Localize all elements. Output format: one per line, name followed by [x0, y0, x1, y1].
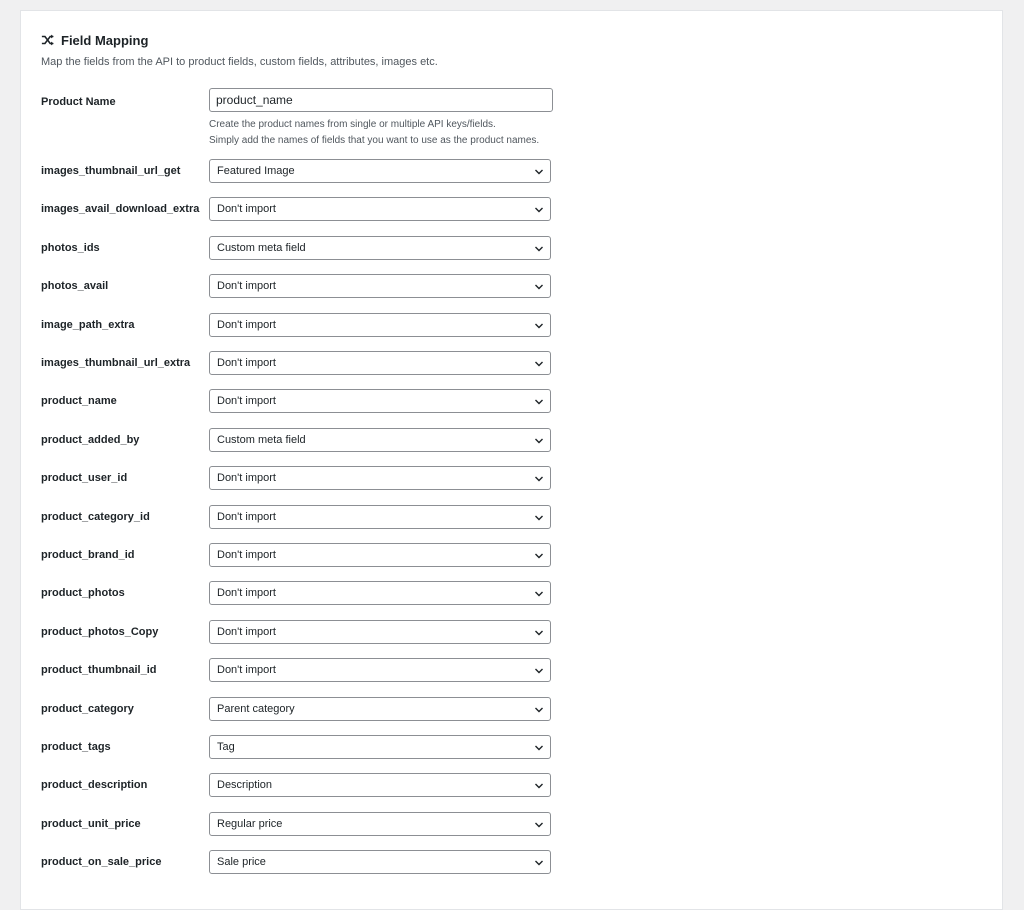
- section-header: [41, 31, 438, 68]
- mapping-row: [41, 159, 561, 183]
- mapping-row: [41, 773, 561, 797]
- mapping-select[interactable]: [209, 351, 551, 375]
- mapping-select[interactable]: [209, 236, 551, 260]
- chevron-down-icon: [534, 513, 544, 523]
- mapping-select-value: Don't import: [217, 318, 276, 331]
- mapping-select[interactable]: [209, 313, 551, 337]
- help-line: Simply add the names of fields that you want to use as the product names.: [209, 135, 540, 146]
- chevron-down-icon: [534, 282, 544, 292]
- mapping-select-value: Featured Image: [217, 165, 295, 177]
- mapping-field-label: photos_ids: [41, 241, 100, 254]
- mapping-field-label: product_thumbnail_id: [41, 664, 157, 677]
- mapping-select-value: Custom meta field: [217, 433, 306, 446]
- mapping-select[interactable]: [209, 620, 551, 644]
- mapping-select[interactable]: [209, 428, 551, 452]
- chevron-down-icon: [534, 589, 544, 599]
- mapping-select[interactable]: [209, 505, 551, 529]
- mapping-field-label: images_thumbnail_url_get: [41, 165, 181, 177]
- mapping-field-label: product_name: [41, 395, 117, 408]
- title-row: [41, 31, 438, 49]
- mapping-select[interactable]: [209, 581, 551, 605]
- chevron-down-icon: [534, 743, 544, 753]
- mapping-select-value: Don't import: [217, 510, 276, 523]
- mapping-select[interactable]: [209, 812, 551, 836]
- field-mapping-panel: [20, 10, 1003, 910]
- mapping-field-label: product_brand_id: [41, 549, 135, 561]
- mapping-select-value: Description: [217, 779, 273, 792]
- mapping-field-label: photos_avail: [41, 280, 109, 293]
- mapping-row: [41, 428, 561, 452]
- mapping-field-label: product_on_sale_price: [41, 856, 162, 869]
- chevron-down-icon: [534, 628, 544, 638]
- mapping-select[interactable]: [209, 159, 551, 183]
- mapping-select[interactable]: [209, 466, 551, 490]
- chevron-down-icon: [534, 705, 544, 715]
- mapping-row: [41, 581, 561, 605]
- chevron-down-icon: [534, 359, 544, 369]
- mapping-select-value: Don't import: [217, 203, 276, 216]
- chevron-down-icon: [534, 781, 544, 791]
- chevron-down-icon: [534, 474, 544, 484]
- mapping-select[interactable]: [209, 658, 551, 682]
- mapping-field-label: product_category: [41, 702, 134, 715]
- mapping-select-value: Don't import: [217, 664, 276, 677]
- mapping-select[interactable]: [209, 543, 551, 567]
- chevron-down-icon: [534, 666, 544, 676]
- shuffle-icon: [41, 33, 55, 47]
- mapping-row: [41, 850, 561, 874]
- mapping-field-label: product_tags: [41, 741, 111, 753]
- section-description: Map the fields from the API to product fields, custom fields, attributes, images etc.: [41, 56, 438, 68]
- mapping-field-label: image_path_extra: [41, 318, 135, 331]
- mapping-select-value: Don't import: [217, 625, 276, 638]
- mapping-field-label: product_user_id: [41, 472, 128, 485]
- mapping-field-label: product_photos_Copy: [41, 625, 159, 638]
- mapping-select-value: Parent category: [217, 702, 295, 715]
- mapping-row: [41, 389, 561, 413]
- mapping-row: [41, 697, 561, 721]
- mapping-select-value: Custom meta field: [217, 241, 306, 254]
- product-name-input[interactable]: [209, 88, 553, 112]
- mapping-select[interactable]: [209, 850, 551, 874]
- chevron-down-icon: [534, 205, 544, 215]
- mapping-select-value: Don't import: [217, 357, 276, 369]
- mapping-row: [41, 466, 561, 490]
- mapping-field-label: product_description: [41, 779, 148, 792]
- mapping-field-label: images_thumbnail_url_extra: [41, 357, 191, 369]
- chevron-down-icon: [534, 436, 544, 446]
- help-line: Create the product names from single or multiple API keys/fields.: [209, 119, 496, 130]
- mapping-field-label: images_avail_download_extra: [41, 203, 200, 216]
- chevron-down-icon: [534, 858, 544, 868]
- chevron-down-icon: [534, 167, 544, 177]
- mapping-select[interactable]: [209, 389, 551, 413]
- mapping-select-value: Don't import: [217, 587, 276, 600]
- mapping-select-value: Tag: [217, 741, 235, 753]
- mapping-select-value: Don't import: [217, 472, 276, 485]
- chevron-down-icon: [534, 820, 544, 830]
- mapping-row: [41, 313, 561, 337]
- chevron-down-icon: [534, 397, 544, 407]
- mapping-field-label: product_unit_price: [41, 817, 141, 830]
- mapping-select-value: Don't import: [217, 549, 276, 561]
- chevron-down-icon: [534, 244, 544, 254]
- mapping-row: [41, 236, 561, 260]
- product-name-label: Product Name: [41, 96, 116, 108]
- chevron-down-icon: [534, 321, 544, 331]
- mapping-row: [41, 658, 561, 682]
- mapping-select-value: Don't import: [217, 280, 276, 293]
- mapping-select-value: Regular price: [217, 817, 283, 830]
- mapping-select-value: Sale price: [217, 856, 266, 869]
- chevron-down-icon: [534, 551, 544, 561]
- mapping-select[interactable]: [209, 735, 551, 759]
- mapping-select[interactable]: [209, 274, 551, 298]
- mapping-row: [41, 735, 561, 759]
- section-title: Field Mapping: [61, 32, 149, 48]
- mapping-row: [41, 543, 561, 567]
- mapping-field-label: product_photos: [41, 587, 125, 600]
- mapping-field-label: product_added_by: [41, 433, 140, 446]
- mapping-select[interactable]: [209, 697, 551, 721]
- mapping-row: [41, 197, 561, 221]
- mapping-select[interactable]: [209, 197, 551, 221]
- mapping-field-label: product_category_id: [41, 510, 150, 523]
- product-name-help: [209, 117, 539, 149]
- mapping-row: [41, 505, 561, 529]
- mapping-row: [41, 812, 561, 836]
- mapping-select-value: Don't import: [217, 395, 276, 408]
- mapping-select[interactable]: [209, 773, 551, 797]
- mapping-row: [41, 274, 561, 298]
- mapping-row: [41, 351, 561, 375]
- mapping-row: [41, 620, 561, 644]
